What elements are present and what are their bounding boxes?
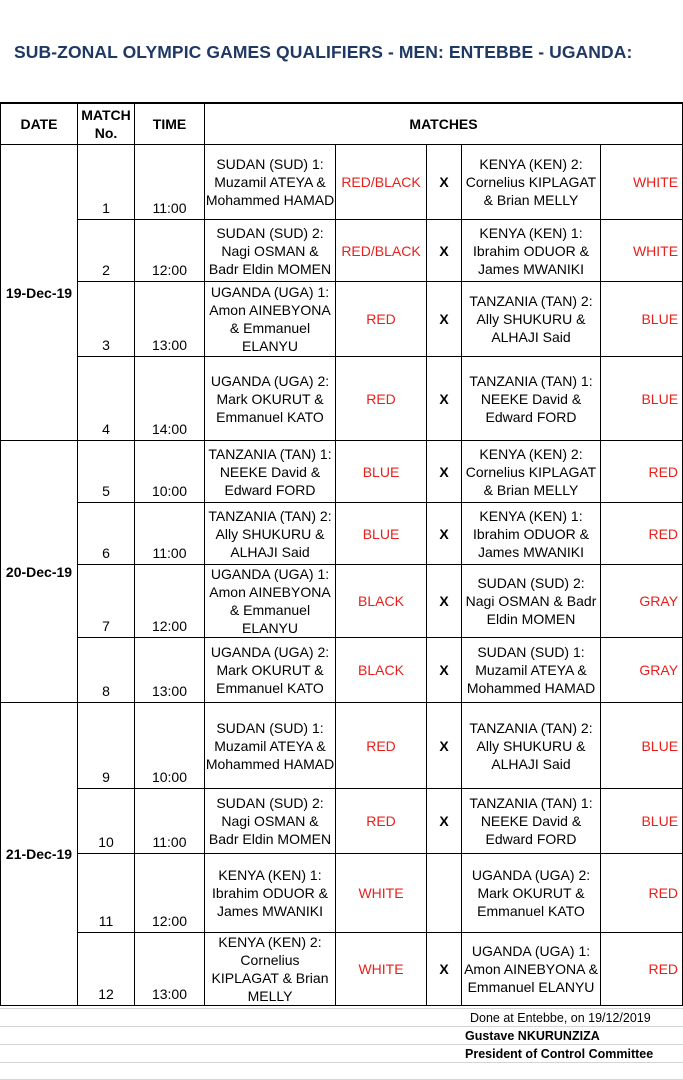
kit-color-a: BLUE (336, 441, 427, 503)
match-row (1, 503, 683, 565)
done-at-text: Done at Entebbe, on 19/12/2019 (470, 1011, 651, 1025)
match-row (1, 357, 683, 441)
match-time: 12:00 (135, 565, 205, 638)
versus-mark (427, 854, 462, 933)
kit-color-b: GRAY (601, 565, 683, 638)
team-b: KENYA (KEN) 2: Cornelius KIPLAGAT & Brian MELLY (462, 441, 601, 503)
kit-color-a: BLACK (336, 638, 427, 703)
match-row (1, 220, 683, 282)
header-row (1, 104, 683, 145)
kit-color-b: RED (601, 503, 683, 565)
kit-color-b: RED (601, 441, 683, 503)
match-row (1, 282, 683, 357)
date-cell: 19-Dec-19 (1, 145, 78, 441)
match-schedule-table (0, 103, 683, 1006)
match-no-header: MATCH No. (78, 104, 135, 145)
team-b: KENYA (KEN) 1: Ibrahim ODUOR & James MWANIKI (462, 503, 601, 565)
match-time: 11:00 (135, 789, 205, 854)
versus-mark: X (427, 638, 462, 703)
kit-color-b: RED (601, 854, 683, 933)
match-time: 10:00 (135, 441, 205, 503)
versus-mark: X (427, 933, 462, 1006)
kit-color-a: WHITE (336, 854, 427, 933)
team-b: KENYA (KEN) 2: Cornelius KIPLAGAT & Brian MELLY (462, 145, 601, 220)
versus-mark: X (427, 703, 462, 789)
match-number: 6 (78, 503, 135, 565)
title-bar (0, 0, 683, 103)
team-a: KENYA (KEN) 2: Cornelius KIPLAGAT & Brian MELLY (205, 933, 336, 1006)
match-number: 4 (78, 357, 135, 441)
match-number: 9 (78, 703, 135, 789)
signatory-name: Gustave NKURUNZIZA (465, 1029, 600, 1043)
versus-mark: X (427, 357, 462, 441)
team-a: SUDAN (SUD) 1: Muzamil ATEYA & Mohammed HAMAD (205, 703, 336, 789)
match-row (1, 145, 683, 220)
kit-color-a: BLACK (336, 565, 427, 638)
team-a: UGANDA (UGA) 2: Mark OKURUT & Emmanuel KATO (205, 357, 336, 441)
match-time: 13:00 (135, 638, 205, 703)
kit-color-a: RED (336, 282, 427, 357)
versus-mark: X (427, 441, 462, 503)
match-number: 3 (78, 282, 135, 357)
kit-color-a: RED (336, 703, 427, 789)
team-a: TANZANIA (TAN) 1: NEEKE David & Edward FORD (205, 441, 336, 503)
versus-mark: X (427, 145, 462, 220)
versus-mark: X (427, 789, 462, 854)
match-row (1, 638, 683, 703)
team-b: TANZANIA (TAN) 2: Ally SHUKURU & ALHAJI Said (462, 282, 601, 357)
match-time: 10:00 (135, 703, 205, 789)
kit-color-a: BLUE (336, 503, 427, 565)
match-row (1, 789, 683, 854)
match-number: 7 (78, 565, 135, 638)
date-cell: 21-Dec-19 (1, 703, 78, 1006)
kit-color-a: RED/BLACK (336, 145, 427, 220)
team-a: SUDAN (SUD) 2: Nagi OSMAN & Badr Eldin MOMEN (205, 789, 336, 854)
kit-color-b: WHITE (601, 145, 683, 220)
team-b: KENYA (KEN) 1: Ibrahim ODUOR & James MWANIKI (462, 220, 601, 282)
team-a: UGANDA (UGA) 1: Amon AINEBYONA & Emmanuel ELANYU (205, 282, 336, 357)
match-rows (1, 145, 683, 1006)
page-title: SUB-ZONAL OLYMPIC GAMES QUALIFIERS - MEN: ENTEBBE - UGANDA: (14, 42, 633, 62)
match-time: 14:00 (135, 357, 205, 441)
versus-mark: X (427, 503, 462, 565)
match-time: 12:00 (135, 220, 205, 282)
team-b: TANZANIA (TAN) 1: NEEKE David & Edward FORD (462, 789, 601, 854)
team-b: SUDAN (SUD) 1: Muzamil ATEYA & Mohammed HAMAD (462, 638, 601, 703)
footer (0, 1008, 683, 1080)
team-b: UGANDA (UGA) 2: Mark OKURUT & Emmanuel KATO (462, 854, 601, 933)
versus-mark: X (427, 220, 462, 282)
kit-color-b: RED (601, 933, 683, 1006)
match-number: 11 (78, 854, 135, 933)
match-number: 12 (78, 933, 135, 1006)
team-b: SUDAN (SUD) 2: Nagi OSMAN & Badr Eldin MOMEN (462, 565, 601, 638)
kit-color-a: RED (336, 789, 427, 854)
kit-color-a: RED (336, 357, 427, 441)
match-number: 1 (78, 145, 135, 220)
match-time: 13:00 (135, 282, 205, 357)
match-time: 13:00 (135, 933, 205, 1006)
match-number: 10 (78, 789, 135, 854)
team-b: TANZANIA (TAN) 2: Ally SHUKURU & ALHAJI Said (462, 703, 601, 789)
match-row (1, 441, 683, 503)
match-time: 11:00 (135, 503, 205, 565)
team-a: UGANDA (UGA) 2: Mark OKURUT & Emmanuel KATO (205, 638, 336, 703)
match-time: 11:00 (135, 145, 205, 220)
match-number: 8 (78, 638, 135, 703)
match-row (1, 933, 683, 1006)
match-row (1, 854, 683, 933)
kit-color-b: BLUE (601, 357, 683, 441)
kit-color-b: BLUE (601, 789, 683, 854)
kit-color-b: BLUE (601, 282, 683, 357)
signatory-role: President of Control Committee (465, 1047, 654, 1061)
date-header: DATE (1, 104, 78, 145)
team-b: TANZANIA (TAN) 1: NEEKE David & Edward FORD (462, 357, 601, 441)
versus-mark: X (427, 565, 462, 638)
team-a: SUDAN (SUD) 2: Nagi OSMAN & Badr Eldin MOMEN (205, 220, 336, 282)
kit-color-b: WHITE (601, 220, 683, 282)
match-row (1, 703, 683, 789)
kit-color-a: WHITE (336, 933, 427, 1006)
team-a: TANZANIA (TAN) 2: Ally SHUKURU & ALHAJI Said (205, 503, 336, 565)
versus-mark: X (427, 282, 462, 357)
team-a: UGANDA (UGA) 1: Amon AINEBYONA & Emmanuel ELANYU (205, 565, 336, 638)
date-cell: 20-Dec-19 (1, 441, 78, 703)
team-b: UGANDA (UGA) 1: Amon AINEBYONA & Emmanuel ELANYU (462, 933, 601, 1006)
kit-color-a: RED/BLACK (336, 220, 427, 282)
match-row (1, 565, 683, 638)
team-a: SUDAN (SUD) 1: Muzamil ATEYA & Mohammed HAMAD (205, 145, 336, 220)
kit-color-b: BLUE (601, 703, 683, 789)
match-number: 2 (78, 220, 135, 282)
match-time: 12:00 (135, 854, 205, 933)
time-header: TIME (135, 104, 205, 145)
match-number: 5 (78, 441, 135, 503)
team-a: KENYA (KEN) 1: Ibrahim ODUOR & James MWANIKI (205, 854, 336, 933)
kit-color-b: GRAY (601, 638, 683, 703)
matches-header: MATCHES (205, 104, 683, 145)
